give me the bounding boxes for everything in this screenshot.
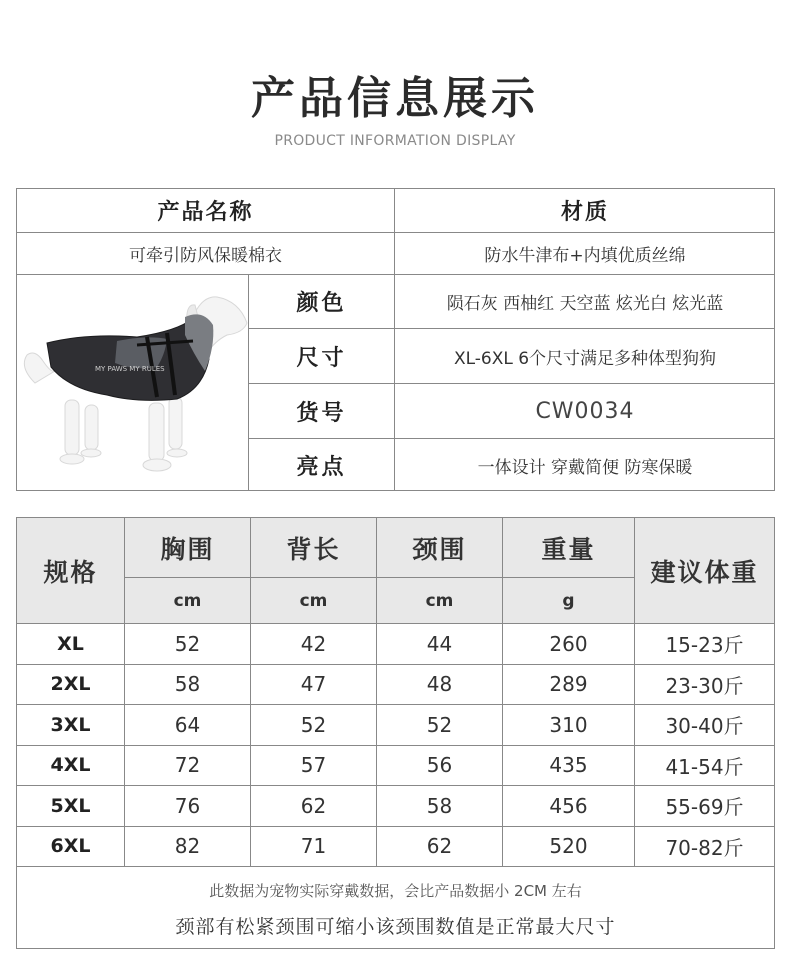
back-length-cell: 42 xyxy=(251,624,377,665)
suggested-weight-cell: 70-82斤 xyxy=(635,827,774,868)
weight-cell: 289 xyxy=(503,665,635,706)
suggested-weight-cell: 15-23斤 xyxy=(635,624,774,665)
chest-cell: 76 xyxy=(125,786,251,827)
chest-cell: 52 xyxy=(125,624,251,665)
note-neck: 颈部有松紧颈围可缩小该颈围数值是正常最大尺寸 xyxy=(175,916,616,938)
weight-cell: 435 xyxy=(503,746,635,787)
back-length-cell: 71 xyxy=(251,827,377,868)
size-table xyxy=(16,517,775,949)
material-header: 材质 xyxy=(395,189,775,233)
neck-unit: cm xyxy=(377,578,503,624)
back-length-header: 背长 xyxy=(251,518,377,578)
neck-cell: 56 xyxy=(377,746,503,787)
back-length-cell: 52 xyxy=(251,705,377,746)
chest-cell: 58 xyxy=(125,665,251,706)
size-cell: 2XL xyxy=(17,665,125,706)
weight-cell: 310 xyxy=(503,705,635,746)
back-length-unit: cm xyxy=(251,578,377,624)
weight-cell: 260 xyxy=(503,624,635,665)
chest-cell: 64 xyxy=(125,705,251,746)
note-measurement: 此数据为宠物实际穿戴数据，会比产品数据小 2CM 左右 xyxy=(209,882,582,900)
weight-cell: 456 xyxy=(503,786,635,827)
size-cell: 3XL xyxy=(17,705,125,746)
product-name-header: 产品名称 xyxy=(17,189,395,233)
suggested-weight-cell: 41-54斤 xyxy=(635,746,774,787)
chest-cell: 82 xyxy=(125,827,251,868)
spec-header: 规格 xyxy=(17,518,125,624)
size-cell: 4XL xyxy=(17,746,125,787)
neck-cell: 52 xyxy=(377,705,503,746)
coat-logo-text: MY PAWS MY RULES xyxy=(95,365,165,373)
size-label: 尺寸 xyxy=(249,329,395,384)
item-number-label: 货号 xyxy=(249,384,395,439)
color-value: 陨石灰 西柚红 天空蓝 炫光白 炫光蓝 xyxy=(395,275,775,329)
size-cell: XL xyxy=(17,624,125,665)
page-title: 产品信息展示 xyxy=(251,73,539,124)
chest-cell: 72 xyxy=(125,746,251,787)
neck-header: 颈围 xyxy=(377,518,503,578)
size-cell: 5XL xyxy=(17,786,125,827)
highlight-label: 亮点 xyxy=(249,439,395,491)
material-value: 防水牛津布+内填优质丝绵 xyxy=(395,233,775,275)
page-subtitle: PRODUCT INFORMATION DISPLAY xyxy=(274,133,516,149)
suggested-weight-cell: 30-40斤 xyxy=(635,705,774,746)
chest-header: 胸围 xyxy=(125,518,251,578)
size-cell: 6XL xyxy=(17,827,125,868)
suggested-weight-cell: 23-30斤 xyxy=(635,665,774,706)
dog-mannequin-image xyxy=(17,275,249,491)
size-value: XL-6XL 6个尺寸满足多种体型狗狗 xyxy=(395,329,775,384)
color-label: 颜色 xyxy=(249,275,395,329)
back-length-cell: 47 xyxy=(251,665,377,706)
weight-cell: 520 xyxy=(503,827,635,868)
back-length-cell: 62 xyxy=(251,786,377,827)
product-name-value: 可牵引防风保暖棉衣 xyxy=(17,233,395,275)
neck-cell: 44 xyxy=(377,624,503,665)
back-length-cell: 57 xyxy=(251,746,377,787)
neck-cell: 48 xyxy=(377,665,503,706)
highlight-value: 一体设计 穿戴简便 防寒保暖 xyxy=(477,457,693,478)
neck-cell: 58 xyxy=(377,786,503,827)
suggested-weight-header: 建议体重 xyxy=(635,518,774,624)
neck-cell: 62 xyxy=(377,827,503,868)
weight-header: 重量 xyxy=(503,518,635,578)
suggested-weight-cell: 55-69斤 xyxy=(635,786,774,827)
chest-unit: cm xyxy=(125,578,251,624)
product-image xyxy=(17,275,249,491)
product-info-table xyxy=(16,188,775,491)
item-number-value: CW0034 xyxy=(395,384,775,439)
weight-unit: g xyxy=(503,578,635,624)
